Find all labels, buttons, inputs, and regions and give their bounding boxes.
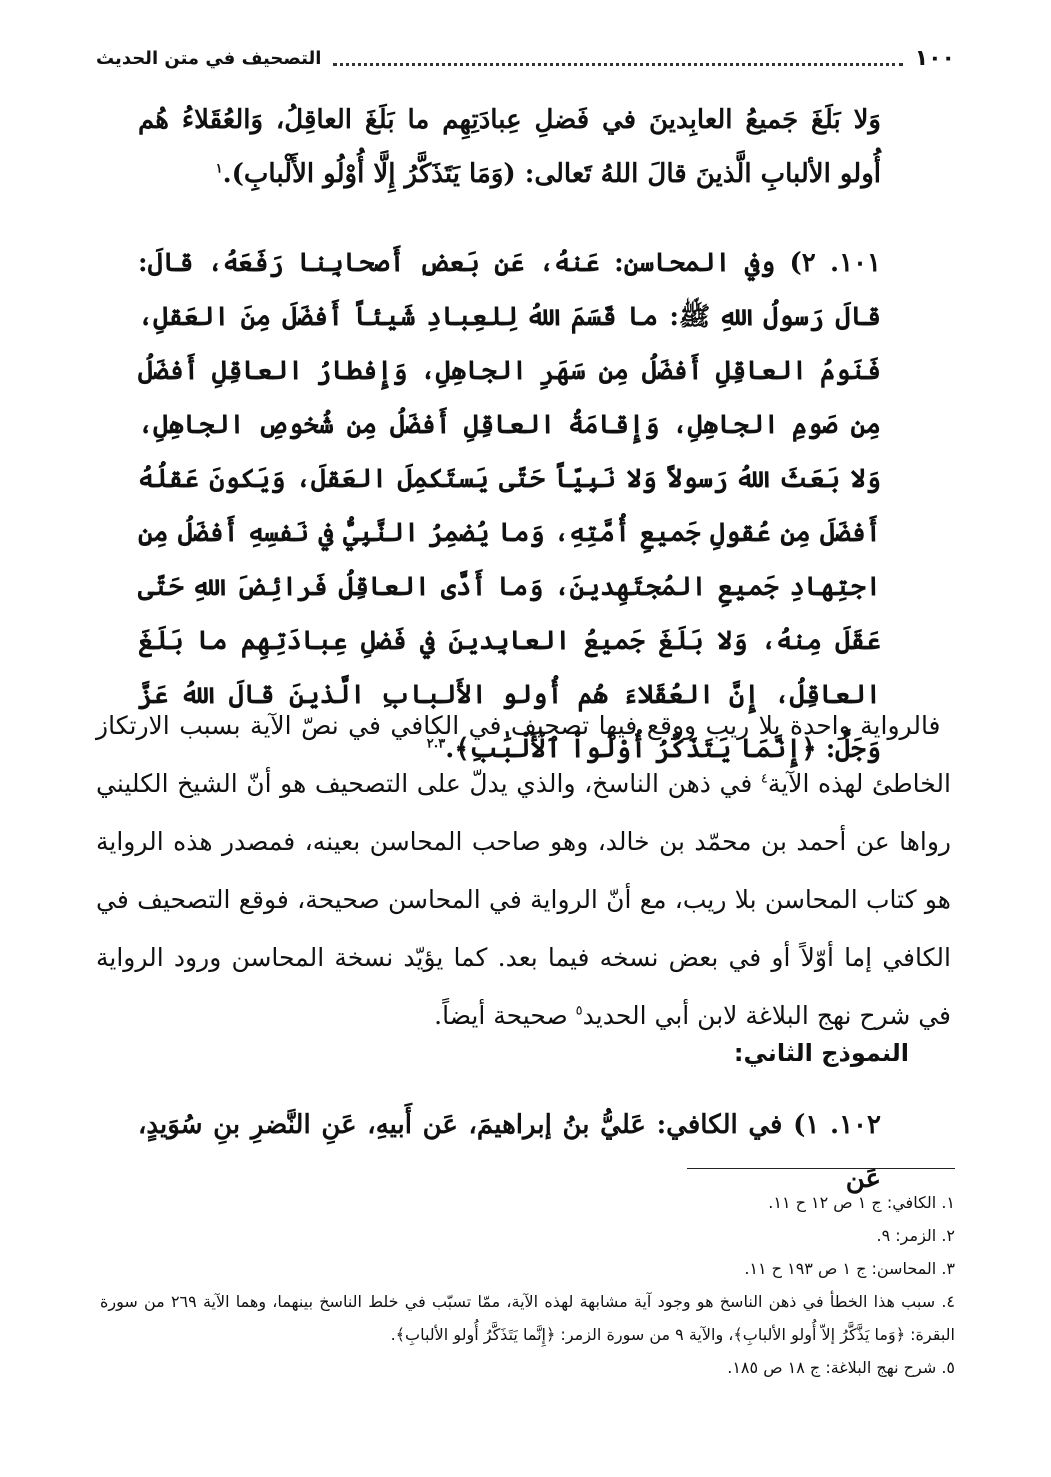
hadith-102-text: ١٠٢. ١) في الكافي: عَليُّ بنُ إبراهيمَ، عَن أَبيهِ، عَنِ النَّضرِ بنِ سُوَيدٍ، عَن: [138, 1110, 881, 1194]
footnotes: [100, 1186, 955, 1384]
footnote-refs-2-3[interactable]: ٢.٣: [426, 736, 446, 752]
hadith-101: [138, 236, 881, 776]
footnote-ref-5[interactable]: ٥: [575, 1003, 583, 1019]
page-header: [96, 38, 955, 78]
discussion-text-2: في ذهن الناسخ، والذي يدلّ على التصحيف هو أنّ الشيخ الكليني رواها عن أحمد بن محمّد بن خالد، وهو صاحب المحاسن بعينه، فمصدر هذه الرواية هو كتاب المحاسن بلا ريب، مع أنّ الرواية في المحاسن صحيحة، فوقع التصحيف في الكافي إما أوّلاً أو في بعض نسخه فيما بعد. كما يؤيّد نسخة المحاسن ورود الرواية في شرح نهج البلاغة لابن أبي الحديد: [96, 769, 951, 1030]
hadith-101-text: ١٠١. ٢) وفي المحاسن: عَنهُ، عَن بَعضِ أَصحابِنا رَفَعَهُ، قالَ: قالَ رَسولُ اللهِ ﷺ: ما قَسَمَ اللهُ لِلعِبادِ شَيئاً أَفضَلَ مِنَ العَقلِ، فَنَومُ العاقِلِ أَفضَلُ مِن سَهَرِ الجاهِلِ، وَإِفطارُ العاقِلِ أَفضَلُ مِن صَومِ الجاهِلِ، وَإِقامَةُ العاقِلِ أَفضَلُ مِن شُخوصِ الجاهِلِ، وَلا بَعَثَ اللهُ رَسولاً وَلا نَبِيّاً حَتّى يَستَكمِلَ العَقلَ، وَيَكونَ عَقلُهُ أَفضَلَ مِن عُقولِ جَميعِ أُمَّتِهِ، وَما يُضمِرُ النَّبِيُّ في نَفسِهِ أَفضَلُ مِنِ اجتِهادِ جَميعِ المُجتَهِدينَ، وَما أَدَّى العاقِلُ فَرائِضَ اللهِ حَتّى عَقَلَ مِنهُ، وَلا بَلَغَ جَميعُ العابِدينَ في فَضلِ عِبادَتِهِم ما بَلَغَ العاقِلُ، إِنَّ العُقَلاءَ هُم أُولو الأَلبابِ الَّذينَ قالَ اللهُ عَزَّ وَجَلَّ: ﴿إِنَّمَا يَتَذَكَّرُ أُوْلُواْ ٱلْأَلْبَٰبِ﴾.: [138, 248, 881, 764]
footnote-divider: [687, 1168, 955, 1169]
section-title: النموذج الثاني:: [733, 1039, 909, 1067]
running-title: التصحيف في متن الحديث: [96, 47, 322, 69]
discussion-text-1: فالرواية واحدة بلا ريب ووقع فيها تصحيف في الكافي في نصّ الآية بسبب الارتكاز الخاطئ لهذه الآية: [96, 711, 951, 798]
discussion-text-3: صحيحة أيضاً.: [434, 1001, 576, 1030]
footnote-3: ٣. المحاسن: ج ١ ص ١٩٣ ح ١١.: [744, 1259, 955, 1278]
hadith-continuation-text: وَلا بَلَغَ جَميعُ العابِدينَ في فَضلِ عِبادَتِهِم ما بَلَغَ العاقِلُ، وَالعُقَلاءُ هُم أُولو الألبابِ الَّذينَ قالَ اللهُ تَعالى: (وَمَا يَتَذَكَّرُ إِلَّا أُوْلُو الأَلْبابِ).: [138, 105, 881, 189]
page-number: ١٠٠: [914, 45, 955, 71]
footnote-ref-4[interactable]: ٤: [760, 771, 768, 787]
footnote-5: ٥. شرح نهج البلاغة: ج ١٨ ص ١٨٥.: [727, 1358, 955, 1377]
footnote-2: ٢. الزمر: ٩.: [876, 1226, 955, 1245]
header-dotted-leader: [333, 63, 902, 66]
hadith-continuation: [138, 93, 881, 201]
footnote-4: ٤. سبب هذا الخطأ في ذهن الناسخ هو وجود آية مشابهة لهذه الآية، ممّا تسبّب في خلط الناسخ بينهما، وهما الآية ٢٦٩ من سورة البقرة: ﴿وَما يَذَّكَّرُ إلاّ أُولو الألبابِ﴾، والآية ٩ من سورة الزمر: ﴿إِنَّما يَتَذَكَّرُ أُولو الألبابِ﴾.: [100, 1292, 955, 1344]
discussion-paragraph: [96, 697, 951, 1045]
footnote-ref-1[interactable]: ١: [215, 161, 223, 177]
footnote-1: ١. الكافي: ج ١ ص ١٢ ح ١١.: [768, 1193, 955, 1212]
